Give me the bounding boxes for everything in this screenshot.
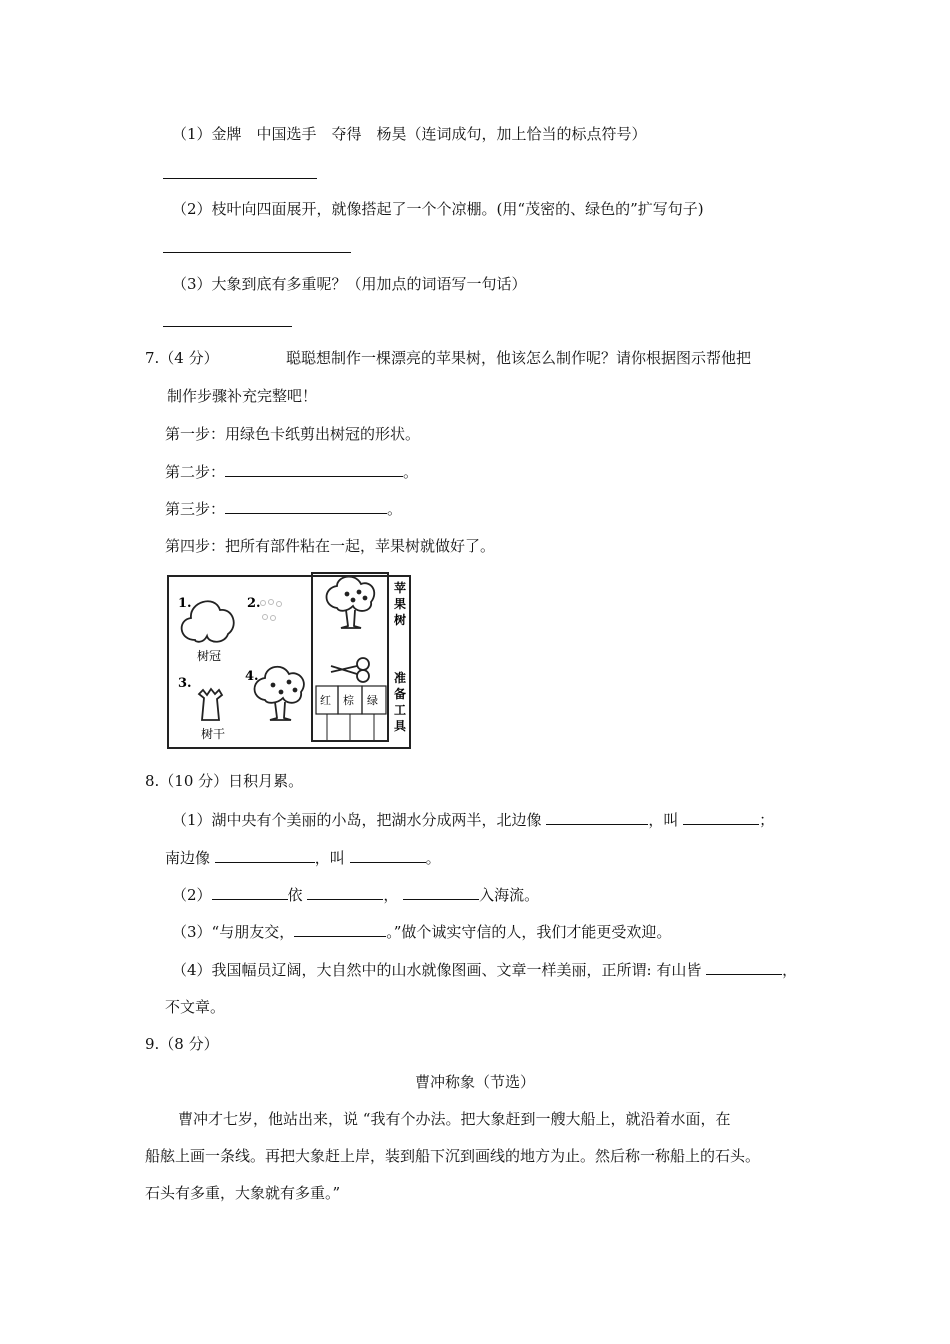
q8-item-1-cont — [165, 846, 441, 869]
q9-passage-line-3: 石头有多重，大象就有多重。” — [145, 1184, 341, 1202]
q6-sentence-1: （1）金牌 中国选手 夺得 杨昊（连词成句，加上恰当的标点符号） — [172, 125, 647, 143]
q9-passage-title: 曹冲称象（节选） — [414, 1073, 535, 1091]
q8-blank-3[interactable] — [215, 846, 315, 863]
q8-blank-5[interactable] — [212, 883, 288, 900]
apples-icon — [261, 600, 282, 621]
q7-prompt-b: 制作步骤补充完整吧！ — [167, 387, 318, 405]
apple-tree-figure — [165, 570, 415, 752]
q9-passage-line-1: 曹冲才七岁，他站出来，说 “我有个办法。把大象赶到一艘大船上，就沿着水面，在 — [178, 1110, 731, 1128]
q8-blank-9[interactable] — [706, 958, 782, 975]
q8-item-3-text-b: 。”做个诚实守信的人，我们才能更受欢迎。 — [386, 923, 672, 941]
q7-number: 7.（4 分） — [145, 349, 219, 367]
q8-blank-6[interactable] — [307, 883, 383, 900]
side-label-tools-4: 具 — [394, 719, 407, 733]
q8-item-4-cont: 不文章。 — [165, 998, 226, 1016]
q6-answer-line-1[interactable] — [163, 178, 317, 179]
q6-sentence-3: （3）大象到底有多重呢？（用加点的词语写一句话） — [172, 275, 527, 293]
q8-item-1-cont-text: 南边像 — [165, 849, 211, 867]
sample-tree-icon — [327, 577, 375, 628]
side-label-apple-1: 苹 — [394, 581, 407, 595]
figure-num-1: 1. — [178, 596, 192, 611]
paper-sheets — [316, 686, 386, 740]
q8-item-1-text: （1）湖中央有个美丽的小岛，把湖水分成两半，北边像 — [172, 811, 542, 829]
q7-step-3-blank[interactable] — [225, 497, 387, 514]
figure-num-2: 2. — [247, 596, 261, 611]
q7-step-2 — [165, 460, 418, 483]
q6-sentence-2: （2）枝叶向四面展开，就像搭起了一个个凉棚。(用“茂密的、绿色的”扩写句子) — [172, 200, 704, 218]
q8-item-4-text: （4）我国幅员辽阔，大自然中的山水就像图画、文章一样美丽，正所谓: 有山皆 — [172, 961, 702, 979]
q8-item-1-text-c: ； — [759, 811, 775, 829]
q7-step-3-label: 第三步： — [165, 500, 226, 518]
q7-step-4: 第四步：把所有部件粘在一起，苹果树就做好了。 — [165, 537, 496, 555]
q8-item-3-text: （3）“与朋友交， — [172, 923, 295, 941]
q7-step-2-label: 第二步： — [165, 463, 226, 481]
q7-step-3-period: 。 — [387, 500, 403, 518]
q8-item-1-text-b: ，叫 — [648, 811, 679, 829]
paper-green-label: 绿 — [367, 694, 378, 707]
q8-blank-2[interactable] — [683, 808, 759, 825]
scissors-icon — [331, 658, 369, 682]
q8-item-1-cont-text-b: ，叫 — [314, 849, 345, 867]
q8-blank-7[interactable] — [403, 883, 479, 900]
crown-label: 树冠 — [197, 649, 222, 663]
q7-prompt-a: 聪聪想制作一棵漂亮的苹果树，他该怎么制作呢？请你根据图示帮他把 — [286, 349, 752, 367]
paper-brown-label: 棕 — [343, 694, 354, 707]
q6-answer-line-3[interactable] — [163, 326, 292, 327]
q8-item-2-num: （2） — [172, 886, 212, 904]
paper-red-label: 红 — [320, 694, 331, 707]
side-label-apple-2: 果 — [394, 597, 407, 611]
trunk-label: 树干 — [201, 727, 226, 741]
q9-passage-line-2: 船舷上画一条线。再把大象赶上岸，装到船下沉到画线的地方为止。然后称一称船上的石头。 — [145, 1147, 761, 1165]
q6-answer-line-2[interactable] — [163, 252, 351, 253]
q8-item-2-text-c: ， — [383, 886, 399, 904]
assembled-tree-icon — [255, 667, 304, 720]
q7-step-2-period: 。 — [403, 463, 419, 481]
q8-item-2-text-d: 入海流。 — [479, 886, 540, 904]
figure-num-4: 4. — [245, 669, 259, 684]
q8-item-1-cont-text-c: 。 — [425, 849, 441, 867]
q7-step-2-blank[interactable] — [225, 460, 403, 477]
q8-item-4-text-b: ， — [782, 961, 798, 979]
q8-item-4 — [172, 958, 797, 981]
tree-trunk-icon — [199, 689, 222, 720]
q7-step-1: 第一步：用绿色卡纸剪出树冠的形状。 — [165, 425, 421, 443]
q8-item-3 — [172, 920, 671, 943]
q8-item-2-text-b: 依 — [287, 886, 303, 904]
figure-num-3: 3. — [178, 676, 192, 691]
side-label-tools-3: 工 — [394, 703, 407, 717]
q8-blank-8[interactable] — [294, 920, 386, 937]
q8-item-2 — [172, 883, 539, 906]
q7-step-3 — [165, 497, 402, 520]
side-label-apple-3: 树 — [394, 613, 407, 627]
q8-item-1 — [172, 808, 774, 831]
q9-number: 9.（8 分） — [145, 1035, 219, 1053]
side-label-tools-1: 准 — [394, 671, 407, 685]
q8-blank-4[interactable] — [350, 846, 426, 863]
side-label-tools-2: 备 — [394, 687, 407, 701]
q8-blank-1[interactable] — [546, 808, 648, 825]
q8-number: 8.（10 分）日积月累。 — [145, 772, 304, 790]
